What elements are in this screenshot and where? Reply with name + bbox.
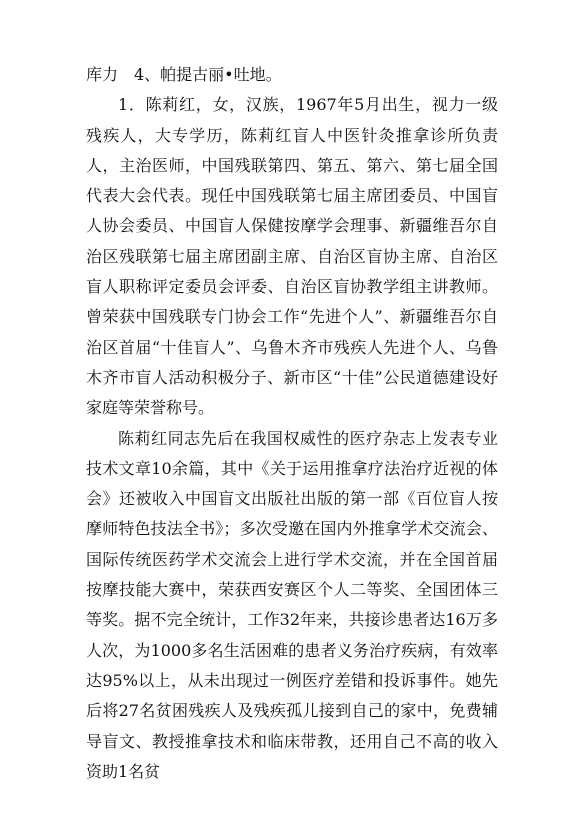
document-body [86,60,498,787]
paragraph-chen-lihong-achievements: 陈莉红同志先后在我国权威性的医疗杂志上发表专业技术文章10余篇，其中《关于运用推拿疗法治疗近视的体会》还被收入中国盲文出版社出版的第一部《百位盲人按摩师特色技法全书》；多次受邀在国内外推拿学术交流会、国际传统医药学术交流会上进行学术交流，并在全国首届按摩技能大赛中，荣获西安赛区个人二等奖、全国团体三等奖。据不完全统计，工作32年来，共接诊患者达16万多人次，为1000多名生活困难的患者义务治疗疾病，有效率达95%以上，从未出现过一例医疗差错和投诉事件。她先后将27名贫困残疾人及残疾孤儿接到自己的家中，免费辅导盲文、教授推拿技术和临床带教，还用自己不高的收入资助1名贫 [86,428,498,781]
paragraph-names-continuation: 库力 4、帕提古丽•吐地。 [86,65,282,84]
paragraph-chen-lihong-profile: 1．陈莉红，女，汉族，1967年5月出生，视力一级残疾人，大专学历，陈莉红盲人中医针灸推拿诊所负责人，主治医师，中国残联第四、第五、第六、第七届全国代表大会代表。现任中国残联第七届主席团委员、中国盲人协会委员、中国盲人保健按摩学会理事、新疆维吾尔自治区残联第七届主席团副主席、自治区盲协主席、自治区盲人职称评定委员会评委、自治区盲协教学组主讲教师。曾荣获中国残联专门协会工作“先进个人”、新疆维吾尔自治区首届“十佳盲人”、乌鲁木齐市残疾人先进个人、乌鲁木齐市盲人活动积极分子、新市区“十佳”公民道德建设好家庭等荣誉称号。 [86,95,498,418]
